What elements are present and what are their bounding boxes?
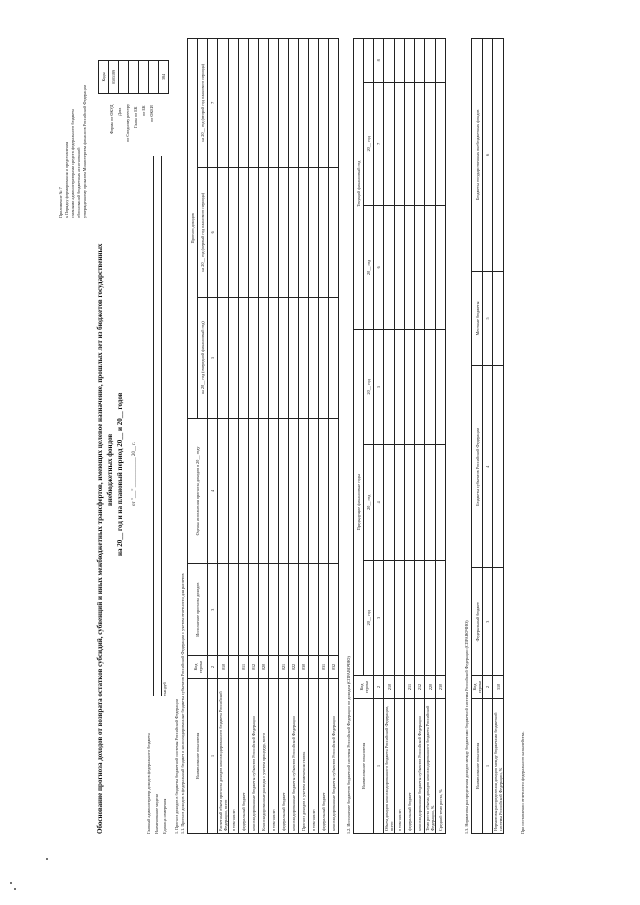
value-cell	[269, 418, 279, 564]
value-cell	[436, 82, 446, 206]
codes-label: по Сводному реестру	[125, 103, 130, 142]
s1-col-forecast: Прогноз доходов	[188, 39, 198, 419]
row-code: 031	[319, 656, 329, 679]
appendix-line: к Порядку формирования и представления	[64, 141, 69, 218]
value-cell	[425, 445, 436, 560]
value-cell	[425, 206, 436, 330]
value-cell	[493, 271, 504, 365]
row-label: Прогноз доходов с учетом изменения ставок	[299, 679, 309, 834]
table-row	[269, 39, 279, 834]
value-cell	[329, 167, 339, 297]
table-row	[249, 39, 259, 834]
value-cell	[229, 39, 239, 168]
codes-label: Глава по БК	[133, 106, 138, 128]
value-cell	[405, 329, 415, 444]
value-cell	[299, 564, 309, 656]
value-cell	[405, 206, 415, 330]
codes-label: по БК	[141, 105, 146, 116]
value-cell	[309, 167, 319, 297]
table-row	[229, 39, 239, 834]
value-cell	[493, 39, 504, 272]
table-row	[299, 39, 309, 834]
value-cell	[289, 167, 299, 297]
col-num: 3	[483, 568, 493, 676]
row-label: Расчетный объем прогноза доходов консолидированного бюджета Российской Федерации, всего	[218, 679, 229, 834]
value-cell	[405, 445, 415, 560]
scan-mark	[46, 858, 48, 860]
table-row	[289, 39, 299, 834]
table-row	[425, 39, 436, 834]
value-cell	[405, 560, 415, 675]
s13-col-code: Код строки	[472, 676, 483, 699]
appendix-line: обоснований бюджетных ассигнований	[76, 147, 81, 218]
s12-year: 20__ год	[364, 82, 374, 206]
value-cell	[259, 167, 269, 297]
value-cell	[229, 167, 239, 297]
row-code: 212	[415, 676, 425, 699]
col-num: 6	[483, 39, 493, 272]
table-row	[405, 39, 415, 834]
row-code: 030	[299, 656, 309, 679]
row-label: Консолидированные расходы с учетом процедур, всего	[259, 679, 269, 834]
value-cell	[289, 297, 299, 418]
header-field-admin: Главный администратор доходов федерального бюджета	[146, 733, 151, 834]
table-row	[329, 39, 339, 834]
value-cell	[436, 445, 446, 560]
row-label: консолидированные бюджеты субъектов Российской Федерации	[249, 679, 259, 834]
value-cell	[249, 167, 259, 297]
value-cell	[384, 445, 395, 560]
row-code	[229, 656, 239, 679]
value-cell	[309, 564, 319, 656]
value-cell	[269, 39, 279, 168]
value-cell	[329, 564, 339, 656]
value-cell	[309, 418, 319, 564]
header-field-unit-value: тыс.руб	[162, 682, 167, 696]
value-cell	[239, 418, 249, 564]
value-cell	[436, 560, 446, 675]
col-num: 6	[374, 206, 384, 330]
value-cell	[299, 418, 309, 564]
scan-mark	[14, 888, 16, 890]
row-label: консолидированные бюджеты субъектов Российской Федерации	[289, 679, 299, 834]
table-row	[239, 39, 249, 834]
value-cell	[289, 564, 299, 656]
col-num: 4	[483, 366, 493, 568]
value-cell	[425, 560, 436, 675]
codes-head-value	[139, 61, 149, 94]
value-cell	[299, 167, 309, 297]
s12-col-name: Наименование показателя	[354, 699, 374, 834]
col-num: 2	[208, 656, 218, 679]
row-label: федеральный бюджет	[279, 679, 289, 834]
section1-title: 1. Прогноз доходов в бюджеты бюджетной системы Российской Федерации	[174, 699, 179, 834]
row-code: 230	[436, 676, 446, 699]
value-cell	[259, 418, 269, 564]
value-cell	[329, 297, 339, 418]
table-row	[319, 39, 329, 834]
section13-table	[471, 38, 504, 834]
row-code: 021	[279, 656, 289, 679]
s13-col: Федеральный бюджет	[472, 568, 483, 676]
value-cell	[425, 329, 436, 444]
row-code: 220	[425, 676, 436, 699]
value-cell	[259, 297, 269, 418]
s13-col: Местные бюджеты	[472, 271, 483, 365]
table-row	[493, 39, 504, 834]
s13-col: Бюджеты государственных внебюджетных фондов	[472, 39, 483, 272]
value-cell	[425, 82, 436, 206]
table-row	[279, 39, 289, 834]
value-cell	[384, 82, 395, 206]
value-cell	[239, 167, 249, 297]
col-num: 3	[208, 564, 218, 656]
section13-title: 1.3. Нормативы распределения доходов между бюджетами бюджетной системы Российской Федерации (СПРАВОЧНО)	[464, 620, 469, 834]
col-num: 4	[374, 445, 384, 560]
appendix-line: утвержденному приказом Министерства финансов Российской Федерации	[82, 84, 87, 218]
row-label: федеральный бюджет	[319, 679, 329, 834]
s13-col-name: Наименование показателя	[472, 699, 483, 834]
value-cell	[425, 39, 436, 83]
value-cell	[279, 297, 289, 418]
value-cell	[249, 418, 259, 564]
value-cell	[229, 297, 239, 418]
value-cell	[218, 418, 229, 564]
row-code: 032	[329, 656, 339, 679]
appendix-line: главными администраторами средств федерального бюджета	[70, 109, 75, 218]
s12-col-prev: Предыдущие финансовые годы	[354, 329, 364, 675]
rotated-form-sheet	[50, 26, 610, 846]
value-cell	[218, 39, 229, 168]
s1-col-reporting: Исполнение прогноза доходов	[188, 564, 208, 656]
value-cell	[309, 297, 319, 418]
s12-col-code: Код строки	[354, 676, 374, 699]
value-cell	[259, 564, 269, 656]
value-cell	[289, 418, 299, 564]
row-label: в том числе:	[269, 679, 279, 834]
row-label: федеральный бюджет	[239, 679, 249, 834]
row-code	[269, 656, 279, 679]
col-num: 2	[374, 676, 384, 699]
value-cell	[279, 167, 289, 297]
s12-year: 20__ год	[364, 445, 374, 560]
col-num: 5	[374, 329, 384, 444]
value-cell	[249, 39, 259, 168]
value-cell	[395, 82, 405, 206]
value-cell	[415, 82, 425, 206]
document-title-period: на 20__ год и на плановый период 20__ и 20__ годов	[116, 392, 124, 556]
section1-table	[187, 38, 339, 834]
col-num: 7	[208, 39, 218, 168]
col-num: 3	[374, 560, 384, 675]
value-cell	[384, 560, 395, 675]
header-field-model: Наименование модели	[154, 793, 159, 834]
codes-date-value	[119, 61, 129, 94]
value-cell	[239, 297, 249, 418]
col-num: 1	[208, 679, 218, 834]
s1-col-code: Код строки	[188, 656, 208, 679]
value-cell	[319, 167, 329, 297]
value-cell	[249, 564, 259, 656]
s1-col-current: Оценка исполнения прогноза доходов в 20__ году	[188, 418, 208, 564]
s1-year3: на 20__ год (второй год планового периода)	[198, 39, 208, 168]
value-cell	[384, 206, 395, 330]
s12-year: 20__ год	[364, 560, 374, 675]
value-cell	[259, 39, 269, 168]
value-cell	[279, 418, 289, 564]
appendix-line: Приложение № 7	[58, 187, 63, 218]
s1-year1: на 20__ год (очередной финансовый год)	[198, 297, 208, 418]
value-cell	[309, 39, 319, 168]
codes-table	[98, 60, 169, 94]
value-cell	[493, 366, 504, 568]
value-cell	[319, 39, 329, 168]
row-label: консолидированные бюджеты субъектов Российской Федерации	[329, 679, 339, 834]
row-code: 022	[289, 656, 299, 679]
codes-label: Дата	[117, 107, 122, 116]
col-num: 5	[483, 271, 493, 365]
section12-table	[353, 38, 446, 834]
document-title: Обоснование прогноза доходов от возврата остатков субсидий, субвенций и иных межбюджетных трансфертов, имеющих целевое назначение, прошлых лет из бюджетов государственных	[96, 243, 104, 834]
col-num: 1	[483, 699, 493, 834]
value-cell	[415, 206, 425, 330]
value-cell	[269, 167, 279, 297]
value-cell	[218, 297, 229, 418]
row-code: 012	[249, 656, 259, 679]
codes-header: Коды	[99, 61, 109, 94]
s12-year: 20__ год	[364, 206, 374, 330]
value-cell	[415, 329, 425, 444]
col-num: 2	[483, 676, 493, 699]
row-label: Средний темп роста, %	[436, 699, 446, 834]
value-cell	[279, 564, 289, 656]
section12-title: 1.2. Исполнение бюджетов бюджетной системы Российской Федерации по доходам (СПРАВОЧНО)	[346, 656, 351, 834]
row-label: федеральный бюджет	[405, 699, 415, 834]
row-label: Объем доходов консолидированного бюджета Российской Федерации, всего	[384, 699, 395, 834]
value-cell	[269, 564, 279, 656]
value-cell	[395, 329, 405, 444]
table-row	[218, 39, 229, 834]
header-field-unit: Единица измерения	[162, 798, 167, 834]
value-cell	[384, 329, 395, 444]
codes-bk-value	[149, 61, 159, 94]
document-title-line2: внебюджетных фондов	[106, 433, 114, 506]
footnote: При составлении отчетности федерального казначейства.	[520, 731, 525, 834]
s12-col-current: Текущий финансовый год	[354, 39, 364, 330]
value-cell	[415, 560, 425, 675]
s1-year2: на 20__ год (первый год планового периода)	[198, 167, 208, 297]
value-cell	[319, 418, 329, 564]
row-code	[395, 676, 405, 699]
table-row	[259, 39, 269, 834]
row-code: 211	[405, 676, 415, 699]
row-code: 210	[384, 676, 395, 699]
value-cell	[436, 329, 446, 444]
codes-register-value	[129, 61, 139, 94]
table-row	[384, 39, 395, 834]
value-cell	[239, 39, 249, 168]
table-row	[395, 39, 405, 834]
col-num: 5	[208, 297, 218, 418]
table-row	[436, 39, 446, 834]
value-cell	[269, 297, 279, 418]
value-cell	[384, 39, 395, 83]
value-cell	[249, 297, 259, 418]
value-cell	[395, 445, 405, 560]
value-cell	[218, 167, 229, 297]
row-label: в том числе:	[309, 679, 319, 834]
codes-okud-value: 0505189	[109, 61, 119, 94]
row-label: в том числе:	[229, 679, 239, 834]
codes-label: Форма по ОКУД	[109, 104, 114, 134]
value-cell	[239, 564, 249, 656]
document-date: от "___" ____________ 20__ г.	[132, 442, 137, 506]
value-cell	[329, 39, 339, 168]
section1-subtitle: 1.1. Прогноз доходов в федеральный бюджет и консолидированные бюджеты субъектов Российской Федерации с учетом отчетности для расчетов	[180, 573, 185, 834]
value-cell	[299, 297, 309, 418]
value-cell	[415, 39, 425, 83]
row-label: Нормативы распределения доходов между бюджетами бюджетной системы Российской Федерации, %	[493, 699, 504, 834]
value-cell	[229, 564, 239, 656]
row-label: в том числе:	[395, 699, 405, 834]
col-num: 6	[208, 167, 218, 297]
col-num: 4	[208, 418, 218, 564]
s13-col: Бюджеты субъектов Российской Федерации	[472, 366, 483, 568]
row-label: консолидированные бюджеты субъектов Российской Федерации	[415, 699, 425, 834]
col-num: 1	[374, 699, 384, 834]
value-cell	[395, 560, 405, 675]
table-row	[415, 39, 425, 834]
value-cell	[395, 39, 405, 83]
value-cell	[229, 418, 239, 564]
row-label: Темп роста объема доходов консолидированного бюджета Российской Федерации, %	[425, 699, 436, 834]
value-cell	[289, 39, 299, 168]
value-cell	[279, 39, 289, 168]
value-cell	[329, 418, 339, 564]
scan-mark	[10, 882, 12, 884]
value-cell	[405, 39, 415, 83]
value-cell	[218, 564, 229, 656]
value-cell	[415, 445, 425, 560]
value-cell	[319, 297, 329, 418]
codes-label: по ОКЕИ	[149, 105, 154, 122]
value-cell	[319, 564, 329, 656]
value-cell	[436, 39, 446, 83]
value-cell	[299, 39, 309, 168]
row-code: 020	[259, 656, 269, 679]
s12-year: 20__ год	[364, 329, 374, 444]
row-code: 011	[239, 656, 249, 679]
s1-col-name: Наименование показателя	[188, 679, 208, 834]
col-num: 7	[374, 82, 384, 206]
value-cell	[436, 206, 446, 330]
value-cell	[395, 206, 405, 330]
row-code: 310	[493, 676, 504, 699]
codes-okei-value: 384	[159, 61, 169, 94]
table-row	[309, 39, 319, 834]
value-cell	[405, 82, 415, 206]
row-code: 010	[218, 656, 229, 679]
row-code	[309, 656, 319, 679]
value-cell	[493, 568, 504, 676]
col-num: 8	[374, 39, 384, 83]
